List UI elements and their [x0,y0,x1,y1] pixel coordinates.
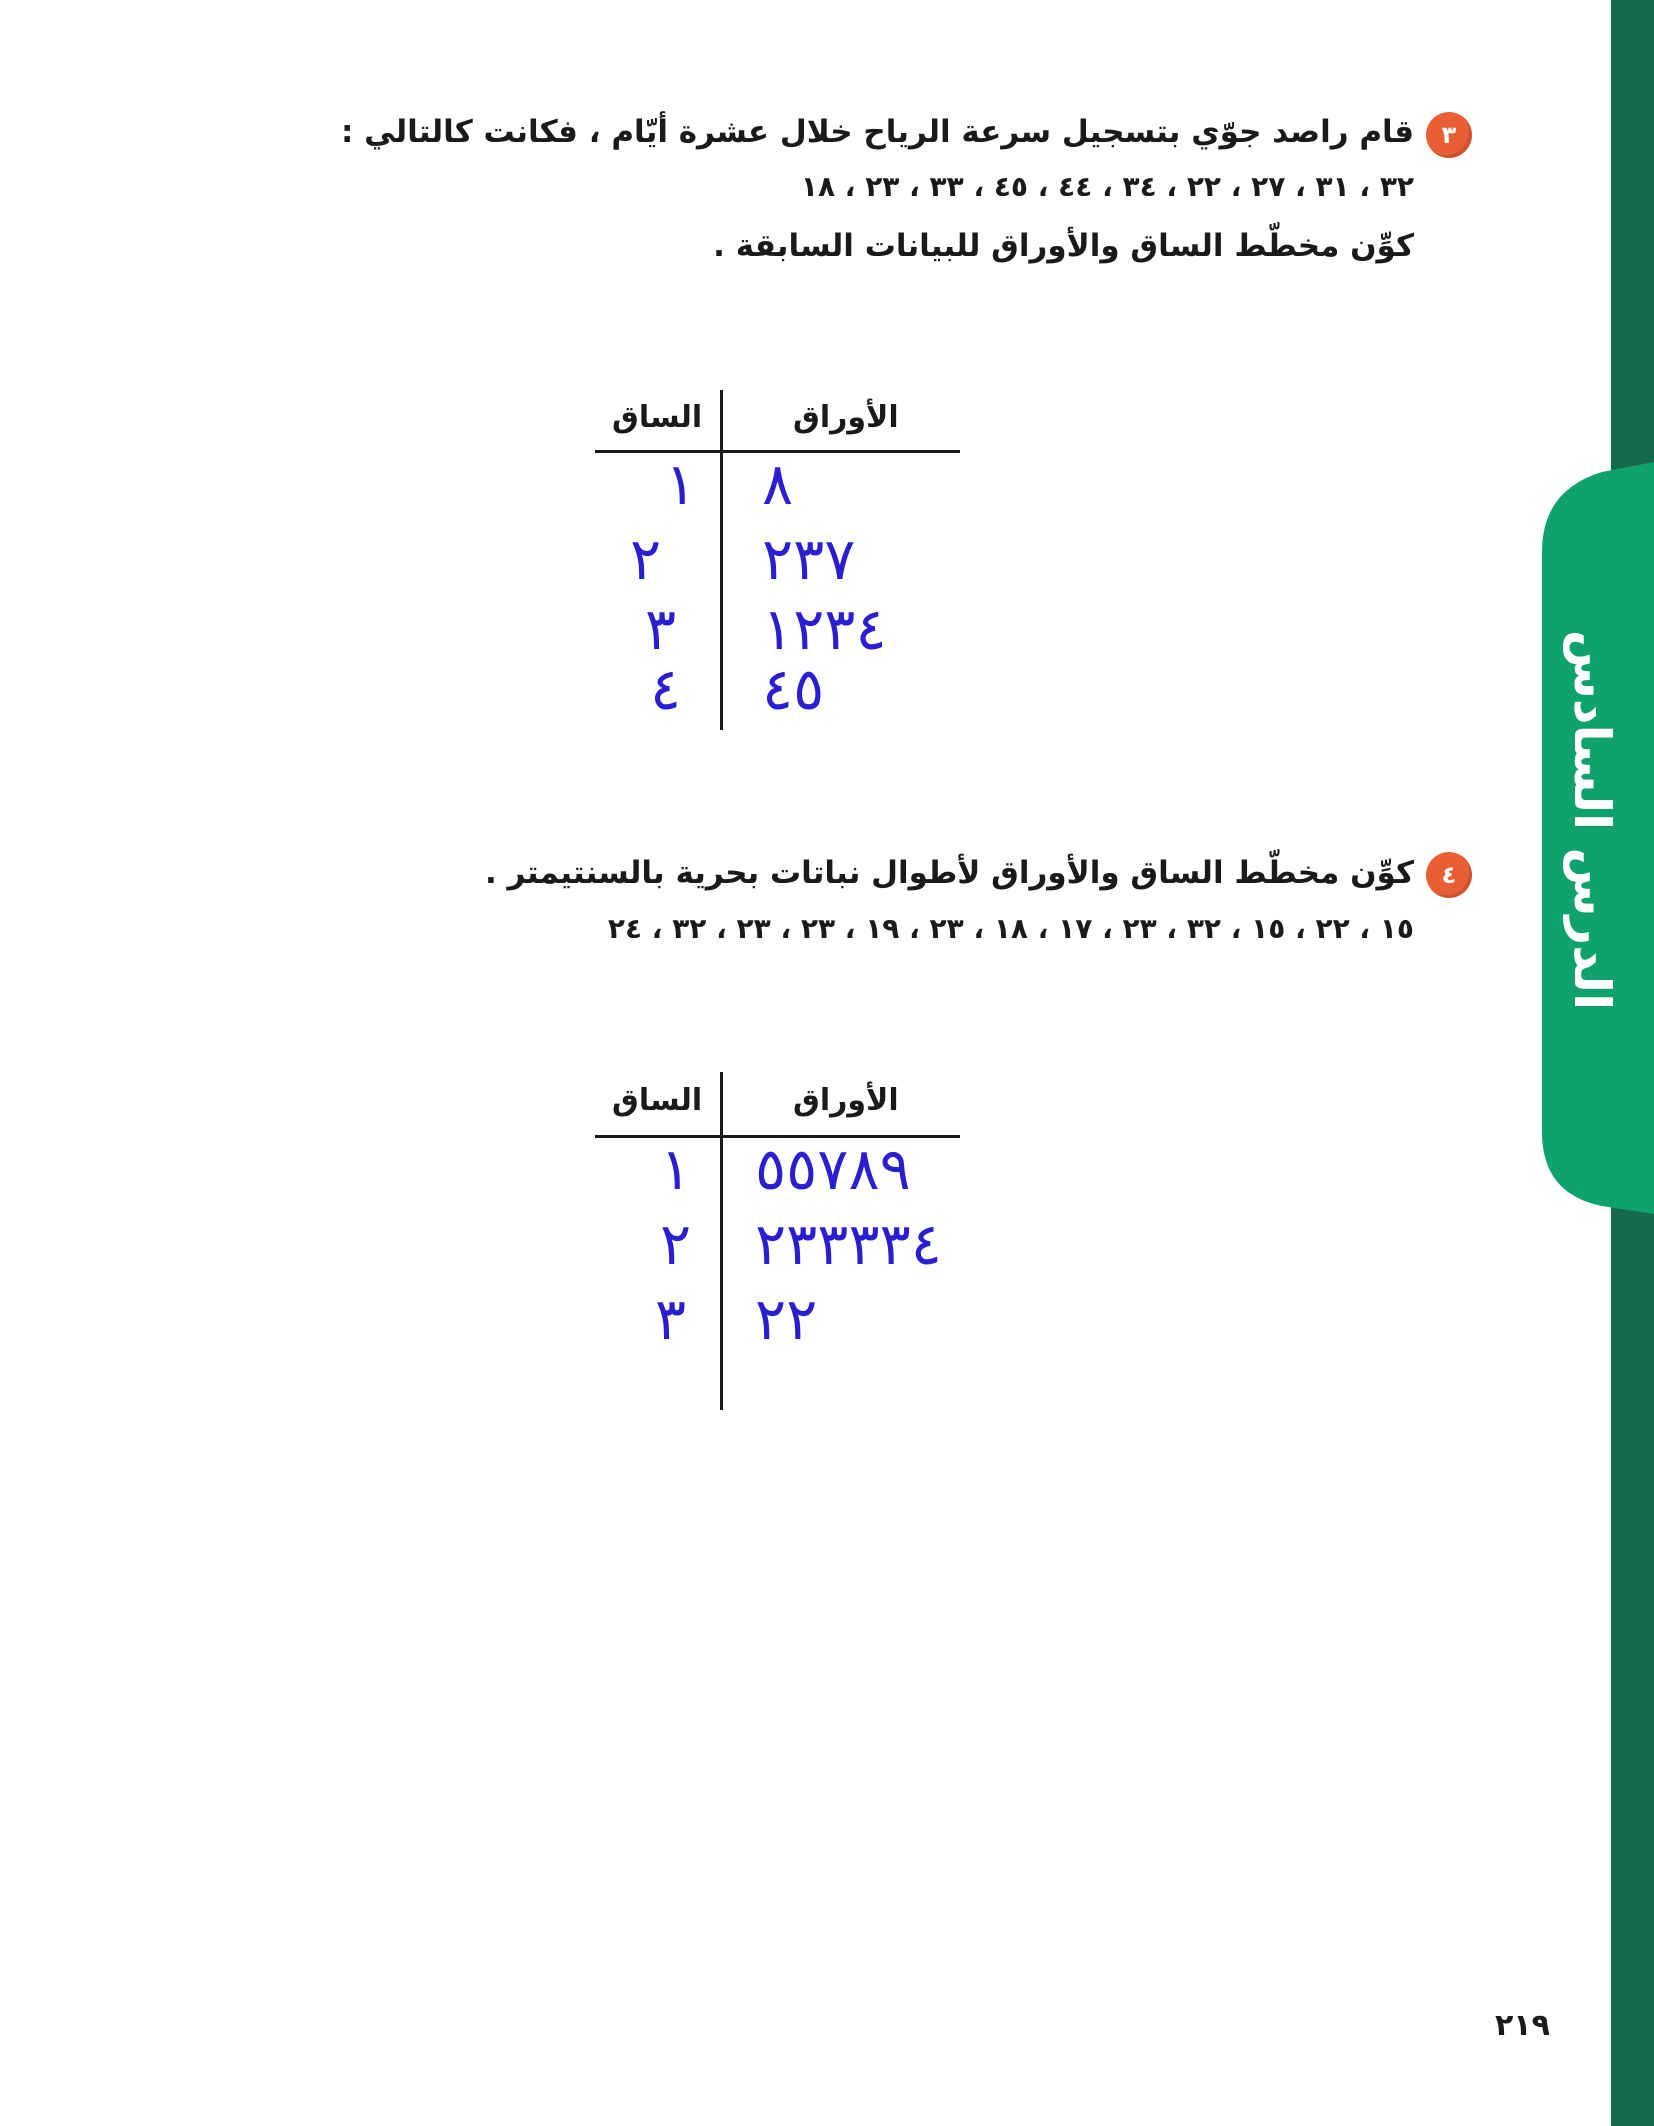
question-4-number: ٤ [1441,861,1457,889]
lesson-side-tab-label [1562,629,1622,1011]
table-1-leaves-3: ١٢٣٤ [762,595,887,663]
question-3-data-values: ٣٢ ، ٣١ ، ٢٧ ، ٢٢ ، ٣٤ ، ٤٤ ، ٤٥ ، ٣٣ ، ٢٣ ، ١٨ [800,170,1414,203]
table-1-stem-header: الساق [612,400,703,435]
table-1-leaves-1: ٨ [762,450,794,518]
table-2-leaves-1: ٥٥٧٨٩ [755,1135,911,1203]
table-2-stem-header: الساق [612,1083,703,1118]
lesson-title: الدرس السادس [1563,629,1622,1011]
question-3-prompt: قام راصد جوّي بتسجيل سرعة الرياح خلال عشرة أيّام ، فكانت كالتالي : [340,114,1414,150]
question-4-badge [1426,852,1472,898]
table-1-leaves-2: ٢٣٧ [762,525,856,593]
table-1-stem-3: ٣ [645,595,677,663]
table-1-stem-1: ١ [665,450,697,518]
question-3-instruction: كوِّن مخطّط الساق والأوراق للبيانات السابقة . [713,228,1414,264]
table-2-stem-2: ٢ [660,1210,692,1278]
table-1-stem-4: ٤ [650,655,682,723]
table-1-leaves-header: الأوراق [793,400,899,435]
question-4-prompt: كوِّن مخطّط الساق والأوراق لأطوال نباتات بحرية بالسنتيمتر . [484,855,1414,891]
table-2-leaves-2: ٢٣٣٣٣٤ [755,1210,942,1278]
table-2-stem-3: ٣ [655,1285,687,1353]
table-2-vertical-rule [720,1072,723,1410]
table-1-vertical-rule [720,390,723,730]
table-2-leaves-header: الأوراق [793,1083,899,1118]
question-3-number: ٣ [1441,121,1457,149]
question-4-data-values: ١٥ ، ٢٢ ، ١٥ ، ٣٢ ، ٢٣ ، ١٧ ، ١٨ ، ٢٣ ، ١٩ ، ٢٣ ، ٢٣ ، ٣٢ ، ٢٤ [607,912,1414,945]
question-3-badge [1426,112,1472,158]
table-2-stem-1: ١ [660,1135,692,1203]
page-number: ٢١٩ [1495,2008,1550,2043]
table-1-stem-2: ٢ [630,525,662,593]
stem-leaf-table-1 [590,385,970,730]
table-1-leaves-4: ٤٥ [762,655,825,723]
table-2-leaves-3: ٢٢ [755,1285,818,1353]
stem-leaf-table-2 [590,1070,1050,1410]
